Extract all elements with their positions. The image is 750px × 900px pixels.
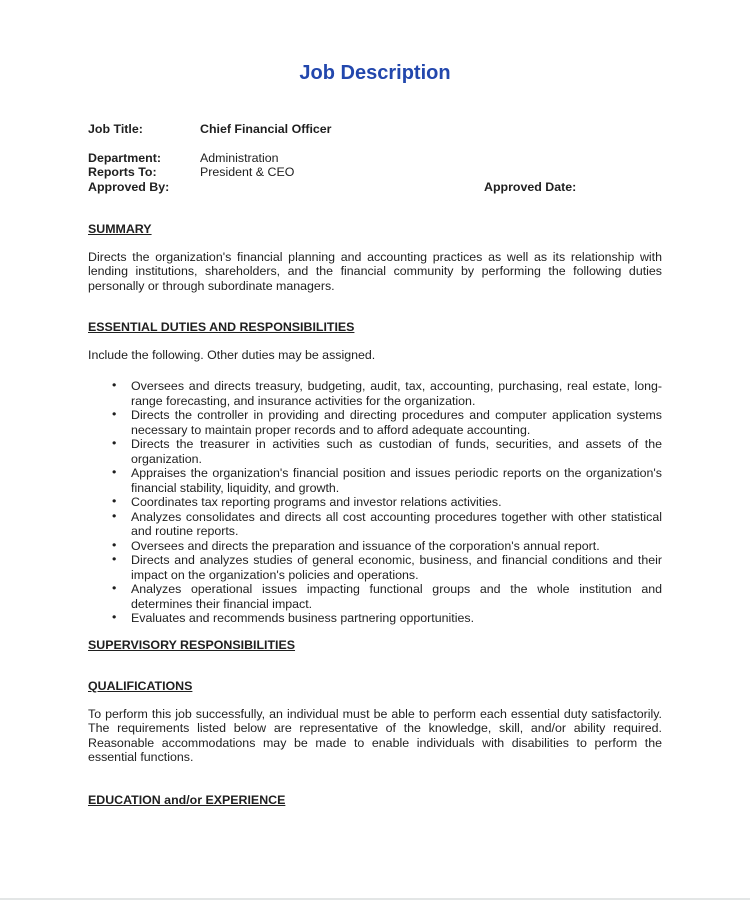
qualifications-paragraph: To perform this job successfully, an individual must be able to perform each essential duty satisfactorily. The requirements listed below are representative of the knowledge, skill, and/or ability required. Reasonable accommodations may be made to enable individuals with disabilities to perform the essential functions. <box>88 706 662 764</box>
bullet-icon: • <box>112 537 117 552</box>
essential-duties-list <box>88 379 662 626</box>
document-content <box>88 122 662 807</box>
duty-item <box>88 466 662 495</box>
bullet-icon: • <box>112 436 117 450</box>
duty-text: Oversees and directs the preparation and issuance of the corporation's annual report. <box>131 538 600 553</box>
field-row-approved <box>88 180 662 195</box>
essential-duties-heading: ESSENTIAL DUTIES AND RESPONSIBILITIES <box>88 320 355 334</box>
duty-text: Analyzes operational issues impacting functional groups and the whole institution and determines their financial impact. <box>131 582 662 611</box>
duty-text: Coordinates tax reporting programs and investor relations activities. <box>131 495 502 509</box>
duty-text: Evaluates and recommends business partnering opportunities. <box>131 611 475 625</box>
summary-heading: SUMMARY <box>88 222 152 236</box>
education-heading: EDUCATION and/or EXPERIENCE <box>88 792 286 807</box>
header-fields <box>88 122 662 194</box>
bullet-icon: • <box>112 465 117 479</box>
essential-duties-intro: Include the following. Other duties may be assigned. <box>88 347 376 362</box>
duty-text: Directs the controller in providing and directing procedures and computer application systems necessary to maintain proper records and to afford adequate accounting. <box>131 408 662 437</box>
bullet-icon: • <box>112 552 117 566</box>
approved-by-label: Approved By: <box>88 179 170 194</box>
bullet-icon: • <box>112 508 117 523</box>
duty-text: Analyzes consolidates and directs all cost accounting procedures together with other statistical and routine reports. <box>131 509 662 538</box>
duty-item <box>88 582 662 611</box>
duty-item <box>88 495 662 510</box>
duty-text: Oversees and directs treasury, budgeting, audit, tax, accounting, purchasing, real estate, long-range forecasting, and insurance activities for the organization. <box>131 379 662 408</box>
bullet-icon: • <box>112 407 117 421</box>
bullet-icon: • <box>112 494 117 508</box>
duty-text: Directs and analyzes studies of general economic, business, and financial conditions and their impact on the organization's policies and operations. <box>131 553 662 582</box>
duty-item <box>88 611 662 626</box>
duty-text: Appraises the organization's financial position and issues periodic reports on the organization's financial stability, liquidity, and growth. <box>131 466 662 495</box>
approved-date-label: Approved Date: <box>484 179 577 194</box>
duty-item <box>88 379 662 408</box>
field-row-reports-to <box>88 165 662 180</box>
duty-item <box>88 437 662 466</box>
job-title-value: Chief Financial Officer <box>200 122 332 136</box>
supervisory-heading: SUPERVISORY RESPONSIBILITIES <box>88 637 296 652</box>
qualifications-heading: QUALIFICATIONS <box>88 679 193 693</box>
summary-paragraph: Directs the organization's financial planning and accounting practices as well as its relationship with lending institutions, shareholders, and the financial community by performing the following duties personally or through subordinate managers. <box>88 249 662 293</box>
bullet-icon: • <box>112 581 117 595</box>
page-title: Job Description <box>299 62 451 84</box>
bullet-icon: • <box>112 610 117 624</box>
department-label: Department: <box>88 150 161 165</box>
bullet-icon: • <box>112 378 117 392</box>
duty-text: Directs the treasurer in activities such as custodian of funds, securities, and assets of the organization. <box>131 437 662 466</box>
duty-item <box>88 408 662 437</box>
duty-item <box>88 553 662 582</box>
duty-item <box>88 539 662 554</box>
field-row-department <box>88 151 662 166</box>
field-row-job-title <box>88 122 662 137</box>
reports-to-label: Reports To: <box>88 165 157 179</box>
department-value: Administration <box>200 150 279 165</box>
job-title-label: Job Title: <box>88 122 143 136</box>
duty-item <box>88 510 662 539</box>
reports-to-value: President & CEO <box>200 165 295 179</box>
